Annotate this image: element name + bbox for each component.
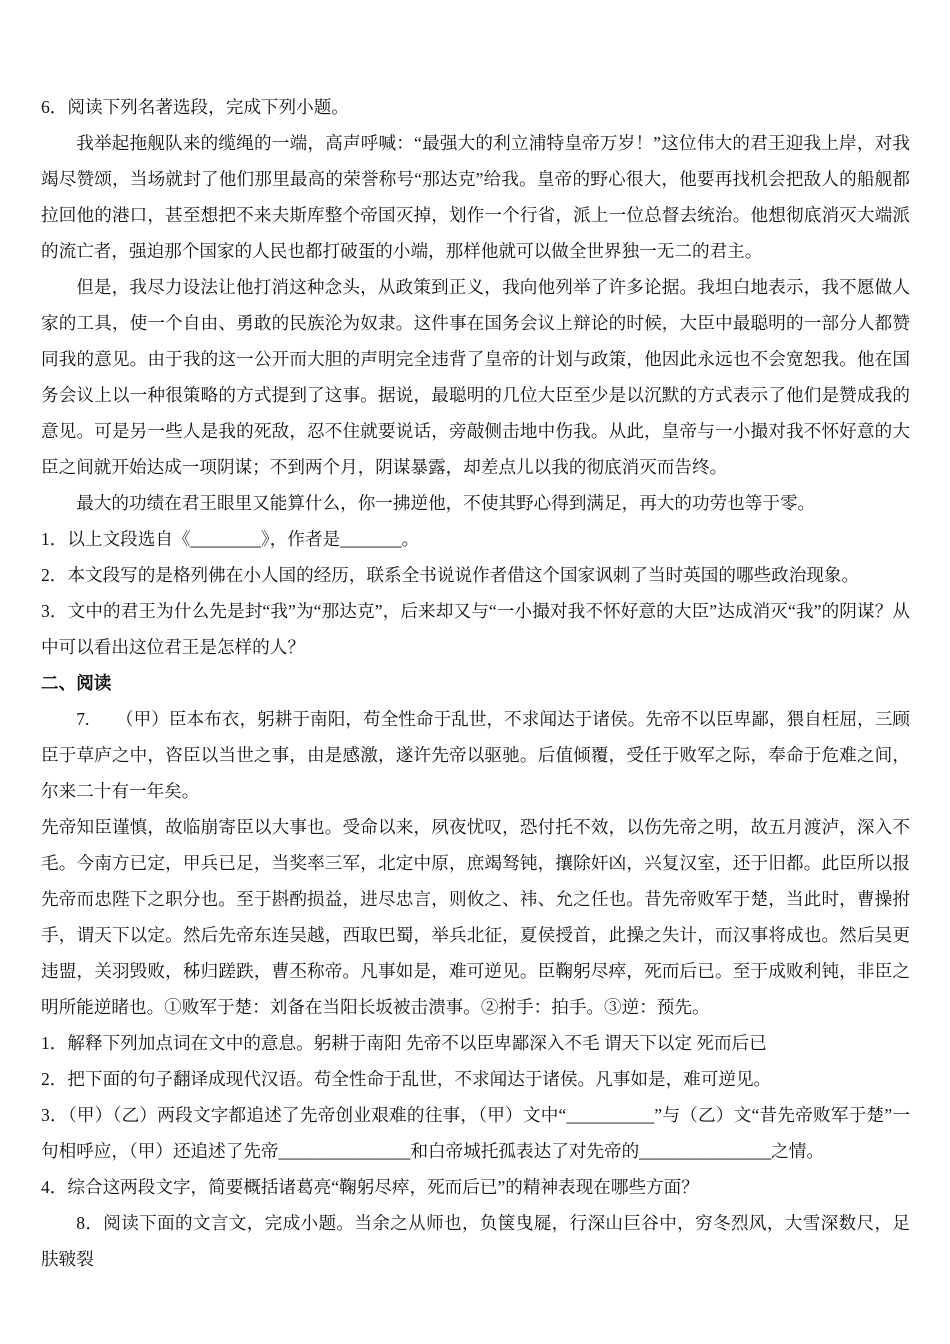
q7-sub-question-4: 4．综合这两段文字，简要概括诸葛亮“鞠躬尽瘁，死而后已”的精神表现在哪些方面？ [41, 1177, 699, 1197]
q6-sub-question-2: 2．本文段写的是格列佛在小人国的经历，联系全书说说作者借这个国家讽刺了当时英国的哪些政治现象。 [41, 565, 860, 585]
q6-sub-question-1: 1．以上文段选自《________》，作者是_______。 [41, 529, 420, 549]
q6-sub-question-3: 3．文中的君王为什么先是封“我”为“那达克”，后来却又与“一小撮对我不怀好意的大臣”达成消灭“我”的阴谋？从中可以看出这位君王是怎样的人？ [41, 601, 910, 657]
q7-sub-question-1: 1．解释下列加点词在文中的意息。躬耕于南阳 先帝不以臣卑鄙深入不毛 谓天下以定 死而后已 [41, 1033, 767, 1053]
q7-sub-question-2: 2．把下面的句子翻译成现代汉语。苟全性命于乱世，不求闻达于诸侯。凡事如是，难可逆见。 [41, 1069, 772, 1089]
q7-passage-yi: 先帝知臣谨慎，故临崩寄臣以大事也。受命以来，夙夜忧叹，恐付托不效，以伤先帝之明，故五月渡泸，深入不毛。今南方已定，甲兵已足，当奖率三军，北定中原，庶竭驽钝，攘除奸凶，兴复汉室，还于旧都。此臣所以报先帝而忠陛下之职分也。至于斟酌损益，进尽忠言，则攸之、祎、允之任也。昔先帝败军于楚，当此时，曹操拊手，谓天下以定。然后先帝东连吴越，西取巴蜀，举兵北征，夏侯授首，此操之失计，而汉事将成也。然后吴更违盟，关羽毁败，秭归蹉跌，曹丕称帝。凡事如是，难可逆见。臣鞠躬尽瘁，死而后已。至于成败利钝，非臣之明所能逆睹也。①败军于楚：刘备在当阳长坂被击溃事。②拊手：拍手。③逆：预先。 [41, 817, 910, 1017]
q7-sub-question-3: 3．（甲）（乙）两段文字都追述了先帝创业艰难的往事，（甲）文中“__________”与（乙）文“昔先帝败军于楚”一句相呼应，（甲）还追述了先帝_______________和白帝城托孤表达了对先帝的_______________之情。 [41, 1105, 910, 1161]
q6-passage-paragraph-3: 最大的功绩在君王眼里又能算什么，你一拂逆他，不使其野心得到满足，再大的功劳也等于零。 [76, 493, 816, 513]
question-8-prompt: 8．阅读下面的文言文，完成小题。当余之从师也，负箧曳屣，行深山巨谷中，穷冬烈风，大雪深数尺，足肤皲裂 [41, 1213, 910, 1269]
section-2-heading: 二、阅读 [41, 673, 112, 693]
question-6-prompt: 6．阅读下列名著选段，完成下列小题。 [41, 97, 349, 117]
q7-passage-jia: 7. （甲）臣本布衣，躬耕于南阳，苟全性命于乱世，不求闻达于诸侯。先帝不以臣卑鄙，猥自枉屈，三顾臣于草庐之中，咨臣以当世之事，由是感激，遂许先帝以驱驰。后值倾覆，受任于败军之际，奉命于危难之间，尔来二十有一年矣。 [41, 709, 910, 801]
q6-passage-paragraph-2: 但是，我尽力设法让他打消这种念头，从政策到正义，我向他列举了许多论据。我坦白地表示，我不愿做人家的工具，使一个自由、勇敢的民族沦为奴隶。这件事在国务会议上辩论的时候，大臣中最聪明的一部分人都赞同我的意见。由于我的这一公开而大胆的声明完全违背了皇帝的计划与政策，他因此永远也不会宽恕我。他在国务会议上以一种很策略的方式提到了这事。据说，最聪明的几位大臣至少是以沉默的方式表示了他们是赞成我的意见。可是另一些人是我的死敌，忍不住就要说话，旁敲侧击地中伤我。从此，皇帝与一小撮对我不怀好意的大臣之间就开始达成一项阴谋；不到两个月，阴谋暴露，却差点儿以我的彻底消灭而告终。 [41, 277, 910, 477]
q6-passage-paragraph-1: 我举起拖舰队来的缆绳的一端，高声呼喊：“最强大的利立浦特皇帝万岁！”这位伟大的君王迎我上岸，对我竭尽赞颂，当场就封了他们那里最高的荣誉称号“那达克”给我。皇帝的野心很大，他要再找机会把敌人的船舰都拉回他的港口，甚至想把不来夫斯库整个帝国灭掉，划作一个行省，派上一位总督去统治。他想彻底消灭大端派的流亡者，强迫那个国家的人民也都打破蛋的小端，那样他就可以做全世界独一无二的君主。 [41, 133, 910, 261]
